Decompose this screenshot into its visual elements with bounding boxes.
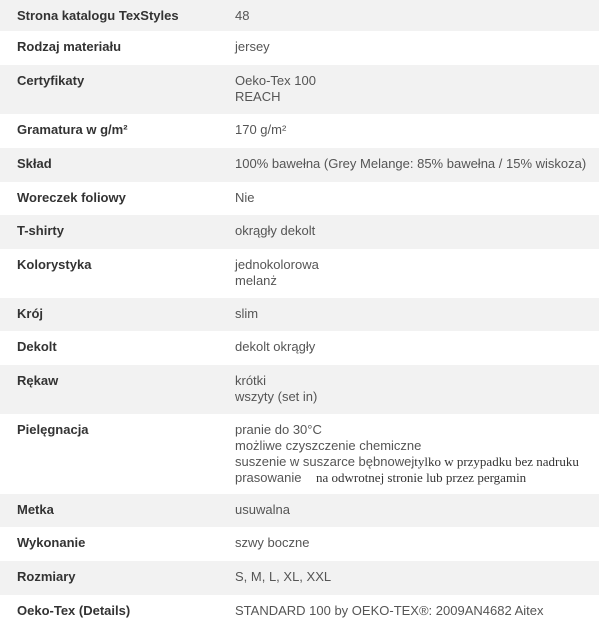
spec-row-tshirts: [0, 215, 599, 249]
spec-value-line: 100% bawełna (Grey Melange: 85% bawełna / 15% wiskoza): [235, 156, 587, 171]
spec-value: [234, 0, 599, 31]
spec-value: [234, 148, 599, 182]
spec-row-colours: [0, 249, 599, 298]
spec-label: Dekolt: [17, 339, 57, 354]
spec-value: [234, 331, 599, 365]
spec-row-neckline: [0, 331, 599, 365]
spec-value: [234, 595, 599, 627]
spec-row-poly-bag: [0, 182, 599, 215]
spec-value-line: [235, 470, 599, 486]
spec-value: [234, 414, 599, 494]
spec-value-line: możliwe czyszczenie chemiczne: [235, 438, 422, 453]
spec-label: T-shirty: [17, 223, 64, 238]
spec-value-line: usuwalna: [235, 502, 290, 517]
spec-value-line: 170 g/m²: [235, 122, 287, 137]
spec-label: Metka: [17, 502, 54, 517]
care-dryer-text: suszenie w suszarce bębnowej: [235, 454, 415, 469]
spec-row-sleeve: [0, 365, 599, 414]
spec-label: Rozmiary: [17, 569, 76, 584]
spec-row-material: [0, 31, 599, 65]
spec-value: [234, 65, 599, 114]
spec-row-certificates: [0, 65, 599, 114]
spec-value-line: wszyty (set in): [235, 389, 318, 404]
spec-row-care: [0, 414, 599, 494]
care-ironing-note: na odwrotnej stronie lub przez pergamin: [315, 470, 527, 485]
spec-value-line: STANDARD 100 by OEKO-TEX®: 2009AN4682 Aitex: [235, 603, 544, 618]
spec-value-line: pranie do 30°C: [235, 422, 322, 437]
care-ironing-text: prasowanie: [235, 470, 302, 485]
spec-label: Certyfikaty: [17, 73, 85, 88]
spec-row-finish: [0, 527, 599, 561]
spec-value: [234, 249, 599, 298]
spec-label: Wykonanie: [17, 535, 86, 550]
spec-row-oekotex-details: [0, 595, 599, 627]
spec-label: Oeko-Tex (Details): [17, 603, 131, 618]
spec-value-line: dekolt okrągły: [235, 339, 316, 354]
spec-value-line: slim: [235, 306, 259, 321]
spec-label: Skład: [17, 156, 52, 171]
spec-value: [234, 365, 599, 414]
spec-value: [234, 298, 599, 331]
spec-value: [234, 182, 599, 215]
spec-value: [234, 31, 599, 65]
spec-label: Woreczek foliowy: [17, 190, 126, 205]
spec-label: Pielęgnacja: [17, 422, 89, 437]
spec-value-line: szwy boczne: [235, 535, 310, 550]
care-dryer-note: tylko w przypadku bez nadruku: [414, 454, 579, 469]
spec-row-catalog-page: [0, 0, 599, 31]
spec-value: [234, 494, 599, 527]
spec-label: Gramatura w g/m²: [17, 122, 128, 137]
spec-value: [234, 527, 599, 561]
spec-row-sizes: [0, 561, 599, 595]
spec-label: Rodzaj materiału: [17, 39, 122, 54]
spec-label: Kolorystyka: [17, 257, 92, 272]
spec-value-line: jersey: [235, 39, 270, 54]
spec-row-weight: [0, 114, 599, 148]
spec-value-line: jednokolorowa: [235, 257, 319, 272]
spec-label: Krój: [17, 306, 43, 321]
spec-value-line: 48: [235, 8, 250, 23]
spec-value: [234, 215, 599, 249]
spec-row-composition: [0, 148, 599, 182]
spec-value-line: [235, 454, 599, 470]
spec-value-line: REACH: [235, 89, 281, 104]
spec-value-line: Nie: [235, 190, 255, 205]
spec-value-line: S, M, L, XL, XXL: [235, 569, 332, 584]
spec-value-line: melanż: [235, 273, 277, 288]
spec-label: Strona katalogu TexStyles: [17, 8, 179, 23]
spec-value-line: okrągły dekolt: [235, 223, 316, 238]
spec-row-label: [0, 494, 599, 527]
spec-row-fit: [0, 298, 599, 331]
spec-label: Rękaw: [17, 373, 59, 388]
spec-value-line: Oeko-Tex 100: [235, 73, 316, 88]
spec-value: [234, 561, 599, 595]
spec-value-line: krótki: [235, 373, 267, 388]
spec-value: [234, 114, 599, 148]
